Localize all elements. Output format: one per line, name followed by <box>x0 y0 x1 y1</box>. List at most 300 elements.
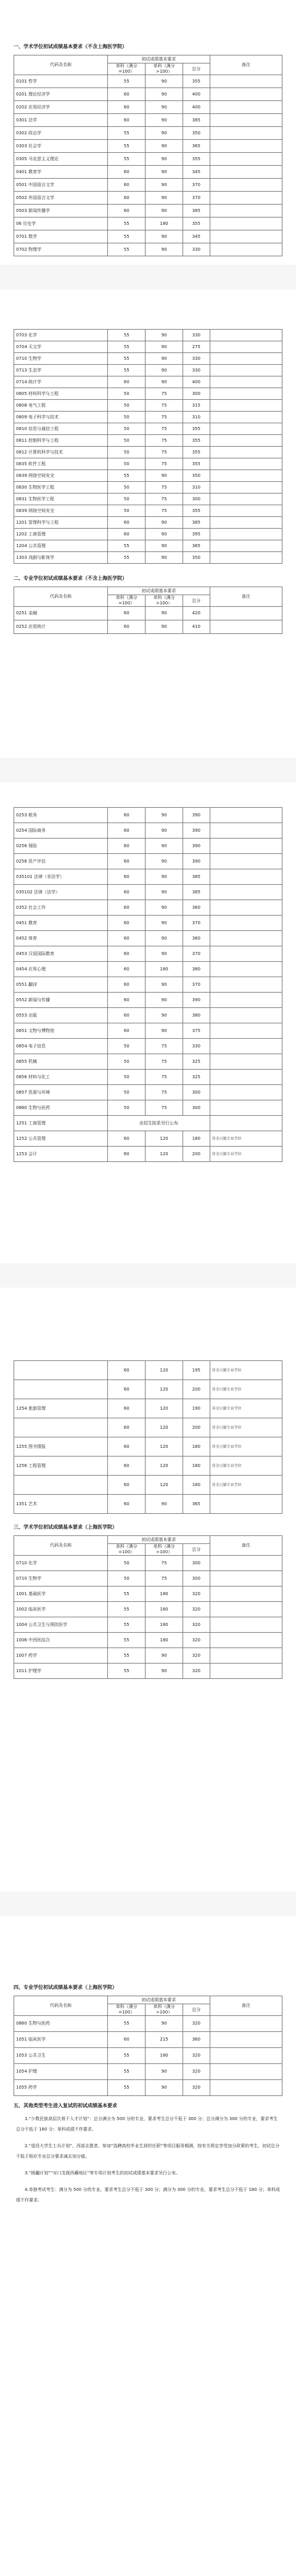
cell-single2: 75 <box>146 388 183 400</box>
cell-total: 390 <box>183 839 210 854</box>
cell-single1: 60 <box>108 823 146 839</box>
cell-single2: 90 <box>146 900 183 916</box>
cell-single1: 60 <box>108 1380 146 1399</box>
cell-code: 0714 统计学 <box>14 376 108 388</box>
cell-code: 0401 教育学 <box>14 166 108 179</box>
cell-note: 非全日制专业学位 <box>210 1147 282 1162</box>
cell-total: 365 <box>183 1495 210 1514</box>
cell-single1: 60 <box>108 1147 146 1162</box>
cell-total: 385 <box>183 885 210 900</box>
cell-single2: 180 <box>146 2048 183 2064</box>
cell-total: 345 <box>183 230 210 243</box>
table-row <box>14 1587 282 1602</box>
cell-total: 355 <box>183 423 210 435</box>
table-row <box>14 423 282 435</box>
table-row <box>14 1664 282 1679</box>
cell-code: 1202 工商管理 <box>14 529 108 540</box>
table-row <box>14 823 282 839</box>
cell-single1: 55 <box>108 552 146 564</box>
cell-single2: 75 <box>146 458 183 470</box>
header-req: 初试成绩基本要求 <box>108 1996 210 2004</box>
cell-code: 0452 体育 <box>14 931 108 946</box>
cell-total: 320 <box>183 2080 210 2096</box>
cell-code: 0831 生物医学工程 <box>14 494 108 505</box>
note-paragraph: 1.“少数民族高层次骨干人才计划”：总分满分为 500 分的专业，要求考生总分不低于 300 分；总分满分为 300 分的专业，要求考生总分不低于 180 分；单科成绩不作要求。 <box>16 2116 278 2132</box>
cell-code: 0713 生态学 <box>14 365 108 376</box>
cell-single2: 120 <box>146 1131 183 1147</box>
table-row <box>14 1571 282 1587</box>
cell-single1: 50 <box>108 388 146 400</box>
cell-single2: 90 <box>146 1023 183 1039</box>
cell-note: 非全日制专业学位 <box>210 1361 282 1380</box>
cell-total: 345 <box>183 166 210 179</box>
cell-code: 1252 公共管理 <box>14 1131 108 1147</box>
cell-single2: 90 <box>146 854 183 869</box>
cell-code: 1054 护理 <box>14 2064 108 2080</box>
cell-code: 0710 化学 <box>14 1556 108 1571</box>
cell-code: 0855 机械 <box>14 1054 108 1070</box>
cell-code: 06 历史学 <box>14 217 108 230</box>
cell-single2: 90 <box>146 885 183 900</box>
note-paragraph: 4.单独考试考生：满分为 500 分的专业，要求考生总分不低于 300 分；满分为 300 分的专业，要求考生总分不低于 180 分；单科成绩不作要求。 <box>16 2187 280 2203</box>
cell-total: 190 <box>183 1399 210 1418</box>
cell-single1: 60 <box>108 2032 146 2048</box>
cell-code: 0805 材料科学与工程 <box>14 388 108 400</box>
cell-code: 1053 公共卫生 <box>14 2048 108 2064</box>
cell-single2: 90 <box>146 839 183 854</box>
table-row <box>14 1131 282 1147</box>
cell-single2: 90 <box>146 353 183 365</box>
cell-code: 0811 控制科学与工程 <box>14 435 108 447</box>
cell-note <box>210 376 282 388</box>
cell-single1: 55 <box>108 1664 146 1679</box>
table-row <box>14 2032 282 2048</box>
cell-single2: 90 <box>146 993 183 1008</box>
cell-single2: 75 <box>146 1556 183 1571</box>
table-row <box>14 470 282 482</box>
cell-single1: 55 <box>108 365 146 376</box>
table-row <box>14 1556 282 1571</box>
sheet-4 <box>0 1288 296 1891</box>
table-row <box>14 400 282 412</box>
cell-code: 0651 文物与博物馆 <box>14 1023 108 1039</box>
cell-note <box>210 192 282 205</box>
cell-single1: 55 <box>108 2016 146 2032</box>
cell-note <box>210 217 282 230</box>
cell-single1: 50 <box>108 494 146 505</box>
table-row <box>14 230 282 243</box>
table-row <box>14 458 282 470</box>
cell-single2: 120 <box>146 1457 183 1476</box>
cell-single1: 50 <box>108 1100 146 1116</box>
cell-total: 400 <box>183 101 210 114</box>
table-row <box>14 88 282 101</box>
cell-note <box>210 1617 282 1633</box>
cell-total: 400 <box>183 376 210 388</box>
cell-code: 0502 外国语言文学 <box>14 192 108 205</box>
cell-single1: 60 <box>108 1418 146 1437</box>
table-row <box>14 854 282 869</box>
cell-single2: 90 <box>146 808 183 823</box>
table-row <box>14 839 282 854</box>
table-professional-a <box>14 587 282 634</box>
cell-total: 330 <box>183 243 210 256</box>
cell-single1: 60 <box>108 885 146 900</box>
table-row <box>14 75 282 88</box>
cell-total: 325 <box>183 1070 210 1085</box>
cell-code: 1254 旅游管理 <box>14 1399 108 1418</box>
cell-single1: 55 <box>108 217 146 230</box>
header-note: 备注 <box>210 1536 282 1556</box>
cell-total: 330 <box>183 353 210 365</box>
cell-single1: 60 <box>108 1399 146 1418</box>
cell-code: 0830 生物医学工程 <box>14 482 108 494</box>
cell-single2: 90 <box>146 114 183 127</box>
table-academic-cont <box>14 329 282 564</box>
cell-total: 350 <box>183 127 210 140</box>
cell-single2: 180 <box>146 1602 183 1617</box>
cell-note <box>210 540 282 552</box>
cell-note <box>210 330 282 341</box>
cell-single2: 90 <box>146 2064 183 2080</box>
header-single1: 单科（满分=100） <box>108 1544 146 1556</box>
page-gap <box>0 1891 296 1916</box>
cell-note <box>210 529 282 540</box>
cell-note <box>210 1495 282 1514</box>
cell-code: 0503 新闻传播学 <box>14 205 108 217</box>
section-title-4: 四、专业学位初试成绩基本要求（上海医学院） <box>14 1985 117 1990</box>
cell-total: 300 <box>183 1100 210 1116</box>
cell-single2: 90 <box>146 916 183 931</box>
table-row <box>14 1039 282 1054</box>
cell-note <box>210 1648 282 1664</box>
table-row <box>14 1457 282 1476</box>
cell-single2: 90 <box>146 166 183 179</box>
cell-single2: 90 <box>146 517 183 529</box>
cell-single1: 55 <box>108 2080 146 2096</box>
cell-total: 275 <box>183 341 210 353</box>
header-note: 备注 <box>210 587 282 607</box>
cell-code: 1251 工商管理 <box>14 1116 108 1131</box>
cell-code: 0860 生物与医药 <box>14 1100 108 1116</box>
cell-note <box>210 423 282 435</box>
section-title-2: 二、专业学位初试成绩基本要求（不含上海医学院） <box>14 575 127 581</box>
cell-note <box>210 2048 282 2064</box>
cell-total: 370 <box>183 916 210 931</box>
table-row <box>14 620 282 634</box>
cell-single1: 60 <box>108 88 146 101</box>
table-row <box>14 2016 282 2032</box>
cell-total: 320 <box>183 1633 210 1648</box>
cell-single1: 50 <box>108 1070 146 1085</box>
cell-total: 320 <box>183 2064 210 2080</box>
cell-code: 0501 中国语言文学 <box>14 179 108 192</box>
cell-note <box>210 823 282 839</box>
cell-total: 330 <box>183 330 210 341</box>
cell-single1: 55 <box>108 1587 146 1602</box>
cell-note <box>210 470 282 482</box>
cell-code: 0251 金融 <box>14 607 108 620</box>
cell-single1: 55 <box>108 1648 146 1664</box>
cell-note <box>210 1664 282 1679</box>
cell-single2: 120 <box>146 1399 183 1418</box>
cell-note <box>210 2016 282 2032</box>
cell-note <box>210 946 282 962</box>
cell-note <box>210 931 282 946</box>
header-code: 代码及名称 <box>14 1536 108 1556</box>
cell-single1: 50 <box>108 412 146 423</box>
header-total: 总分 <box>183 63 210 75</box>
cell-note <box>210 885 282 900</box>
cell-single1: 60 <box>108 607 146 620</box>
cell-total: 380 <box>183 1008 210 1023</box>
table-row <box>14 1085 282 1100</box>
cell-note <box>210 1054 282 1070</box>
cell-single1: 60 <box>108 900 146 916</box>
cell-single1: 50 <box>108 423 146 435</box>
cell-total: 310 <box>183 412 210 423</box>
cell-single1: 55 <box>108 2048 146 2064</box>
page-gap <box>0 758 296 782</box>
cell-code: 0101 哲学 <box>14 75 108 88</box>
cell-single2: 120 <box>146 1437 183 1457</box>
cell-single1: 55 <box>108 1617 146 1633</box>
table-row <box>14 388 282 400</box>
table-medical-academic <box>14 1535 282 1679</box>
table-row <box>14 808 282 823</box>
cell-code: 0809 电子科学与技术 <box>14 412 108 423</box>
cell-code: 0252 应用统计 <box>14 620 108 634</box>
cell-single1: 60 <box>108 854 146 869</box>
cell-single1: 55 <box>108 243 146 256</box>
cell-total: 300 <box>183 1085 210 1100</box>
cell-total: 200 <box>183 1418 210 1437</box>
cell-single2: 90 <box>146 88 183 101</box>
cell-code: 1055 药学 <box>14 2080 108 2096</box>
cell-total: 320 <box>183 1602 210 1617</box>
cell-total: 390 <box>183 854 210 869</box>
table-row <box>14 2080 282 2096</box>
table-row <box>14 447 282 458</box>
cell-code: 1253 会计 <box>14 1147 108 1162</box>
cell-note <box>210 900 282 916</box>
cell-total: 350 <box>183 470 210 482</box>
cell-note <box>210 1070 282 1085</box>
cell-code <box>14 1476 108 1495</box>
table-row <box>14 2064 282 2080</box>
cell-code: 0812 计算机科学与技术 <box>14 447 108 458</box>
cell-total: 310 <box>183 482 210 494</box>
cell-note <box>210 1633 282 1648</box>
cell-code: 1004 公共卫生与预防医学 <box>14 1617 108 1633</box>
sheet-1 <box>0 0 296 265</box>
cell-code: 0835 软件工程 <box>14 458 108 470</box>
table-row <box>14 1418 282 1437</box>
cell-note <box>210 620 282 634</box>
cell-code: 0256 资产评估 <box>14 854 108 869</box>
cell-code: 0701 数学 <box>14 230 108 243</box>
cell-note <box>210 114 282 127</box>
cell-single1: 60 <box>108 962 146 977</box>
cell-note <box>210 447 282 458</box>
cell-total: 180 <box>183 1457 210 1476</box>
cell-single1: 55 <box>108 1633 146 1648</box>
cell-note <box>210 869 282 885</box>
cell-note <box>210 1116 282 1131</box>
cell-single1: 60 <box>108 620 146 634</box>
cell-single2: 180 <box>146 962 183 977</box>
cell-total: 370 <box>183 179 210 192</box>
cell-code: 0253 税务 <box>14 808 108 823</box>
cell-code: 1002 临床医学 <box>14 1602 108 1617</box>
header-single2: 单科（满分>100） <box>146 595 183 607</box>
cell-note: 非全日制专业学位 <box>210 1437 282 1457</box>
cell-single2: 75 <box>146 1100 183 1116</box>
table-medical-professional <box>14 1996 282 2096</box>
header-total: 总分 <box>183 1544 210 1556</box>
cell-single2: 215 <box>146 2032 183 2048</box>
cell-total: 385 <box>183 114 210 127</box>
cell-code: 0860 生物与医药 <box>14 2016 108 2032</box>
notes-block <box>16 2114 280 2206</box>
table-row <box>14 885 282 900</box>
cell-single1: 50 <box>108 458 146 470</box>
cell-total: 355 <box>183 217 210 230</box>
cell-note <box>210 458 282 470</box>
cell-single2: 90 <box>146 243 183 256</box>
table-row <box>14 552 282 564</box>
cell-single1: 50 <box>108 447 146 458</box>
header-req: 初试成绩基本要求 <box>108 1536 210 1544</box>
cell-single1: 55 <box>108 2064 146 2080</box>
cell-single1: 60 <box>108 931 146 946</box>
cell-total: 350 <box>183 552 210 564</box>
cell-code: 035102 法律（法学） <box>14 885 108 900</box>
cell-single1: 60 <box>108 205 146 217</box>
cell-single1: 60 <box>108 179 146 192</box>
cell-single2: 90 <box>146 869 183 885</box>
cell-single2: 90 <box>146 330 183 341</box>
cell-note <box>210 365 282 376</box>
cell-total: 365 <box>183 540 210 552</box>
header-single2: 单科（满分>100） <box>146 1544 183 1556</box>
cell-single1: 60 <box>108 993 146 1008</box>
cell-total: 330 <box>183 365 210 376</box>
cell-code: 0854 电子信息 <box>14 1039 108 1054</box>
cell-total: 320 <box>183 1587 210 1602</box>
table-row <box>14 435 282 447</box>
cell-single2: 180 <box>146 1617 183 1633</box>
table-row <box>14 1054 282 1070</box>
cell-total: 390 <box>183 808 210 823</box>
cell-single2: 120 <box>146 1380 183 1399</box>
table-row <box>14 607 282 620</box>
cell-code: 1303 戏剧与影视学 <box>14 552 108 564</box>
cell-single1: 60 <box>108 1131 146 1147</box>
cell-single1: 50 <box>108 1556 146 1571</box>
sheet-2 <box>0 290 296 758</box>
cell-note <box>210 839 282 854</box>
cell-single2: 120 <box>146 1147 183 1162</box>
cell-single1: 60 <box>108 1361 146 1380</box>
cell-single2: 90 <box>146 529 183 540</box>
cell-code: 0703 化学 <box>14 330 108 341</box>
cell-note <box>210 962 282 977</box>
cell-total: 375 <box>183 1023 210 1039</box>
cell-single2: 90 <box>146 140 183 153</box>
cell-note <box>210 101 282 114</box>
cell-code: 1011 护理学 <box>14 1664 108 1679</box>
cell-single2: 75 <box>146 423 183 435</box>
cell-total: 180 <box>183 1131 210 1147</box>
header-single2: 单科（满分>100） <box>146 63 183 75</box>
cell-single2: 90 <box>146 205 183 217</box>
cell-total: 370 <box>183 977 210 993</box>
cell-total: 385 <box>183 869 210 885</box>
cell-single2: 75 <box>146 1070 183 1085</box>
cell-note: 非全日制专业学位 <box>210 1380 282 1399</box>
header-total: 总分 <box>183 595 210 607</box>
cell-total: 300 <box>183 388 210 400</box>
cell-note <box>210 353 282 365</box>
cell-single2: 75 <box>146 447 183 458</box>
cell-single2: 90 <box>146 192 183 205</box>
header-total: 总分 <box>183 2004 210 2016</box>
cell-code: 0453 汉语国际教育 <box>14 946 108 962</box>
section-title-5: 五、其他类型考生进入复试的初试成绩基本要求 <box>14 2103 117 2108</box>
table-row <box>14 1116 282 1131</box>
cell-code: 1051 临床医学 <box>14 2032 108 2048</box>
cell-code: 0839 网络空间安全 <box>14 505 108 517</box>
cell-note <box>210 412 282 423</box>
cell-note <box>210 1571 282 1587</box>
cell-single1: 55 <box>108 470 146 482</box>
cell-code: 0201 理论经济学 <box>14 88 108 101</box>
cell-total: 395 <box>183 529 210 540</box>
cell-single1: 50 <box>108 505 146 517</box>
cell-total: 370 <box>183 946 210 962</box>
cell-single2: 75 <box>146 482 183 494</box>
cell-code: 0839 网络空间安全 <box>14 470 108 482</box>
cell-note <box>210 552 282 564</box>
cell-total: 365 <box>183 140 210 153</box>
table-row <box>14 529 282 540</box>
cell-note <box>210 400 282 412</box>
table-row <box>14 1648 282 1664</box>
cell-code: 1351 艺术 <box>14 1495 108 1514</box>
cell-single1: 50 <box>108 1054 146 1070</box>
cell-total: 320 <box>183 2016 210 2032</box>
cell-total: 385 <box>183 517 210 529</box>
table-row <box>14 931 282 946</box>
table-row <box>14 1476 282 1495</box>
cell-note <box>210 205 282 217</box>
table-row <box>14 869 282 885</box>
table-professional-b <box>14 807 282 1162</box>
table-row <box>14 1380 282 1399</box>
cell-note <box>210 1100 282 1116</box>
table-row <box>14 140 282 153</box>
header-req: 初试成绩基本要求 <box>108 55 210 63</box>
cell-code: 0256 保险 <box>14 839 108 854</box>
table-row <box>14 494 282 505</box>
cell-single1: 55 <box>108 540 146 552</box>
table-row <box>14 1100 282 1116</box>
cell-single2: 120 <box>146 1418 183 1437</box>
cell-total: 410 <box>183 620 210 634</box>
section-title-3: 三、学术学位初试成绩基本要求（上海医学院） <box>14 1524 117 1530</box>
table-row <box>14 1361 282 1380</box>
